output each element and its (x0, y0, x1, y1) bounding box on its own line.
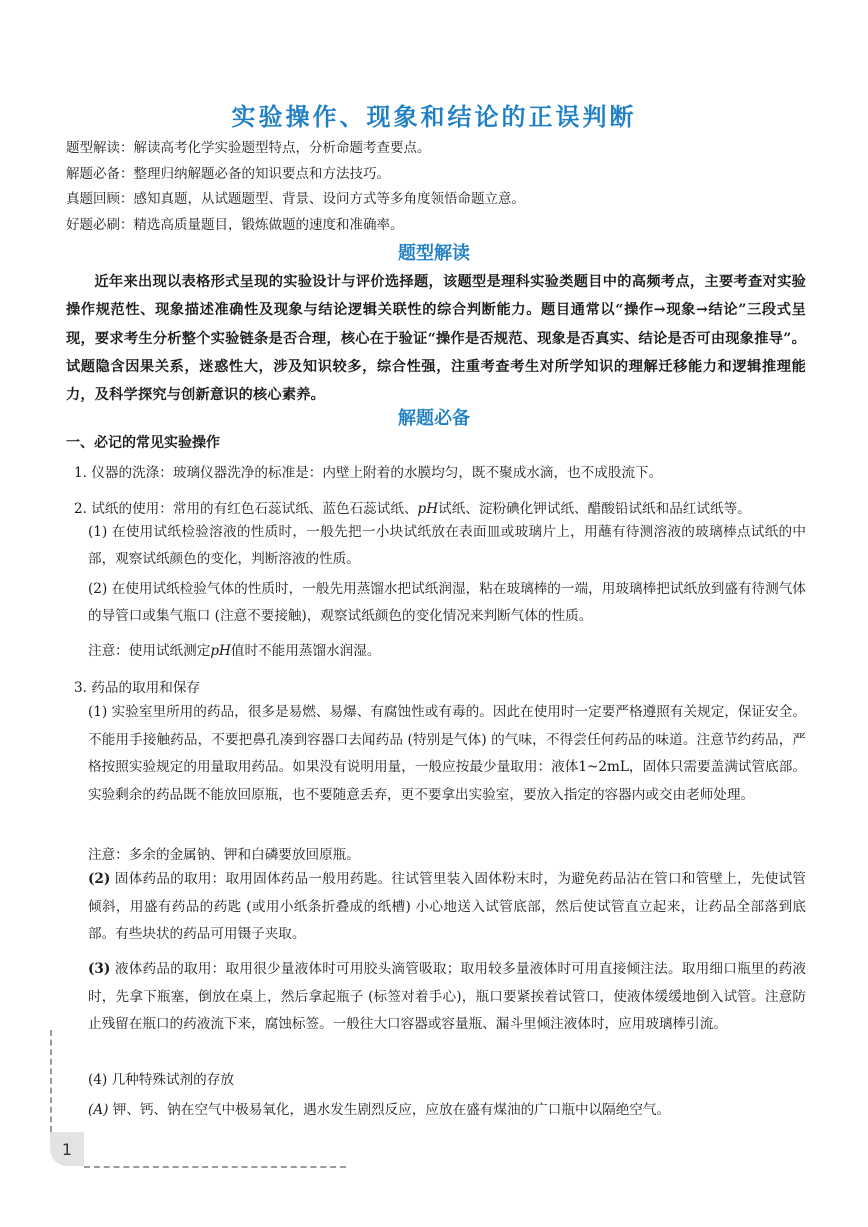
item-reagents-2 (88, 866, 806, 949)
ph-symbol: pH (417, 501, 439, 517)
intro-key: 解题必备 (66, 165, 120, 182)
footer-dashed-line (84, 1166, 346, 1168)
intro-item (66, 187, 806, 213)
item-text: 试纸、淀粉碘化钾试纸、醋酸铅试纸和品红试纸等。 (438, 501, 751, 517)
section-title-question-analysis: 题型解读 (398, 243, 470, 264)
page-margin-dashed-line (50, 1030, 52, 1132)
intro-item (66, 162, 806, 188)
intro-item (66, 136, 806, 162)
item-text: 2. 试纸的使用：常用的有红色石蕊试纸、蓝色石蕊试纸、 (74, 501, 418, 517)
page-number: 1 (50, 1132, 84, 1166)
intro-item (66, 213, 806, 239)
intro-text: ：解读高考化学实验题型特点，分析命题考查要点。 (120, 140, 431, 156)
section-title-essentials: 解题必备 (398, 408, 470, 429)
item-text: 钾、钙、钠在空气中极易氧化，遇水发生剧烈反应，应放在盛有煤油的广口瓶中以隔绝空气。 (108, 1102, 671, 1118)
item-test-paper-2: (2) 在使用试纸检验气体的性质时，一般先用蒸馏水把试纸润湿，粘在玻璃棒的一端，用玻璃棒把试纸放到盛有待测气体的导管口或集气瓶口 (注意不要接触)，观察试纸颜色的变化情况来判断气体的性质。 (88, 581, 806, 624)
page-title: 实验操作、现象和结论的正误判断 (231, 103, 637, 131)
item-reagents-1: (1) 实验室里所用的药品，很多是易燃、易爆、有腐蚀性或有毒的。因此在使用时一定要严格遵照有关规定，保证安全。不能用手接触药品，不要把鼻孔凑到容器口去闻药品 (特别是气体) 的气味，不得尝任何药品的味道。注意节约药品，严格按照实验规定的用量取用药品。如果没有说明用量，一般应按最少量取用：液体1~2mL，固体只需要盖满试管底部。实验剩余的药品既不能放回原瓶，也不要随意丢弃，更不要拿出实验室，要放入指定的容器内或交由老师处理。 (88, 704, 806, 803)
intro-key: 题型解读 (66, 140, 120, 156)
item-reagents-note: 注意：多余的金属钠、钾和白磷要放回原瓶。 (88, 847, 360, 863)
item-text: 液体药品的取用：取用很少量液体时可用胶头滴管吸取；取用较多量液体时可用直接倾注法。取用细口瓶里的药液时，先拿下瓶塞，倒放在桌上，然后拿起瓶子 (标签对着手心)，瓶口要紧挨着试管口，使液体缓缓地倒入试管。注意防止残留在瓶口的药液流下来，腐蚀标签。一般往大口容器或容量瓶、漏斗里倾注液体时，应用玻璃棒引流。 (88, 961, 806, 1033)
item-reagents: 3. 药品的取用和保存 (74, 680, 201, 696)
intro-list (66, 136, 806, 238)
item-test-paper-1: (1) 在使用试纸检验溶液的性质时，一般先把一小块试纸放在表面皿或玻璃片上，用蘸有待测溶液的玻璃棒点试纸的中部，观察试纸颜色的变化，判断溶液的性质。 (88, 524, 806, 567)
question-analysis-paragraph: 近年来出现以表格形式呈现的实验设计与评价选择题，该题型是理科实验类题目中的高频考点，主要考查对实验操作规范性、现象描述准确性及现象与结论逻辑关联性的综合判断能力。题目通常以“操作→现象→结论”三段式呈现，要求考生分析整个实验链条是否合理，核心在于验证“操作是否规范、现象是否真实、结论是否可由现象推导”。试题隐含因果关系，迷惑性大，涉及知识较多，综合性强，注重考查考生对所学知识的理解迁移能力和逻辑推理能力，及科学探究与创新意识的核心素养。 (66, 274, 806, 404)
item-label: (A) (88, 1102, 109, 1118)
intro-text: ：感知真题，从试题题型、背景、设问方式等多角度领悟命题立意。 (120, 191, 525, 207)
intro-text: ：精选高质量题目，锻炼做题的速度和准确率。 (120, 216, 404, 233)
ph-symbol: pH (210, 643, 231, 659)
intro-key: 真题回顾 (66, 191, 120, 207)
item-reagents-4: (4) 几种特殊试剂的存放 (88, 1072, 234, 1088)
essentials-heading: 一、必记的常见实验操作 (66, 435, 220, 451)
intro-text: ：整理归纳解题必备的知识要点和方法技巧。 (120, 165, 390, 182)
item-reagents-3 (88, 956, 806, 1039)
item-instrument-washing: 1. 仪器的洗涤：玻璃仪器洗净的标准是：内壁上附着的水膜均匀，既不聚成水滴，也不成股流下。 (74, 465, 663, 481)
item-number: (3) (88, 961, 111, 977)
note-text: 值时不能用蒸馏水润湿。 (230, 643, 381, 659)
item-test-paper-note (88, 639, 380, 659)
item-text: 固体药品的取用：取用固体药品一般用药匙。往试管里装入固体粉末时，为避免药品沾在管口和管壁上，先使试管倾斜，用盛有药品的药匙 (或用小纸条折叠成的纸槽) 小心地送入试管底部，然后使试管直立起来，让药品全部落到底部。有些块状的药品可用镊子夹取。 (88, 871, 806, 943)
item-test-paper (74, 497, 751, 517)
item-reagents-4A (88, 1098, 670, 1118)
intro-key: 好题必刷 (66, 216, 120, 233)
note-text: 注意：使用试纸测定 (88, 643, 211, 659)
item-number: (2) (88, 871, 111, 887)
